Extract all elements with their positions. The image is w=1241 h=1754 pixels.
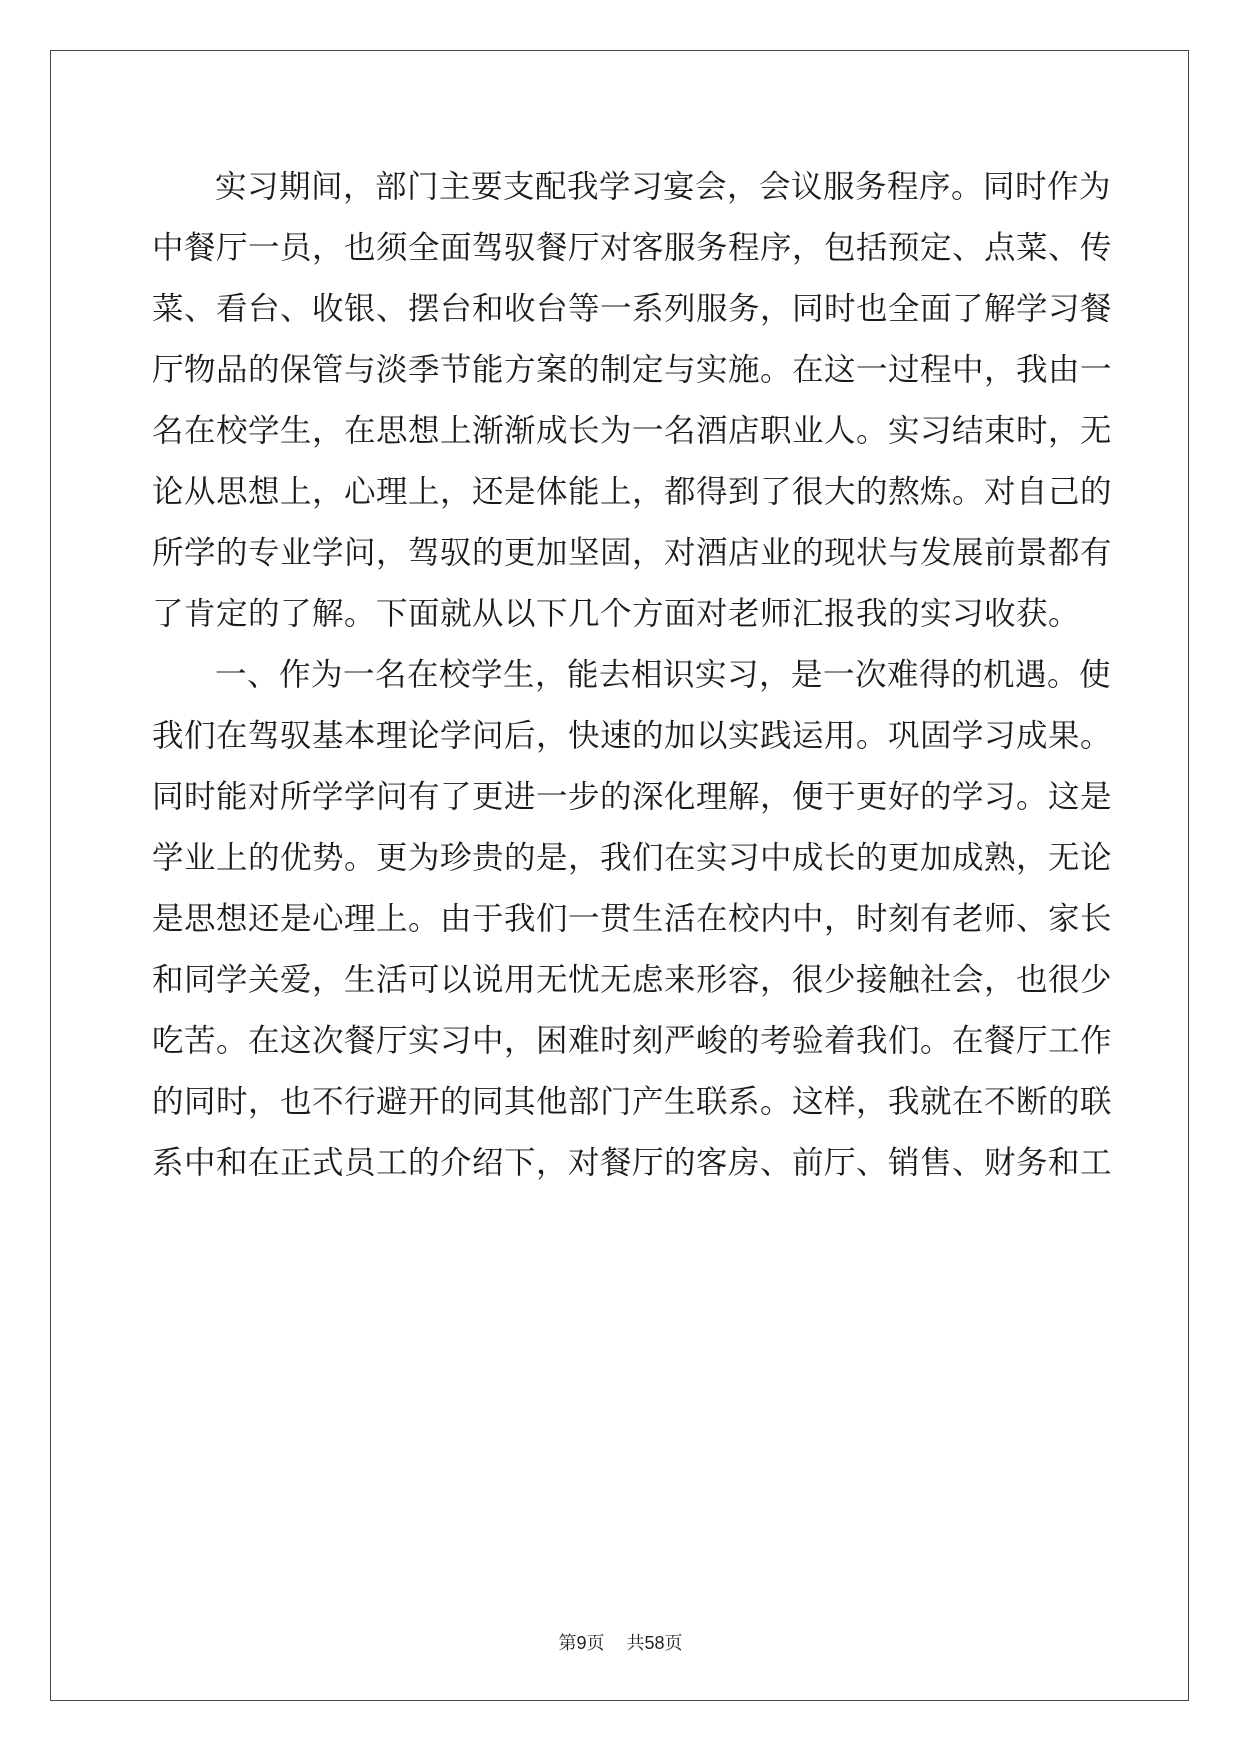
paragraph-1 [152,157,1113,645]
page-number: 9 [576,1633,587,1653]
text-line: 是思想还是心理上。由于我们一贯生活在校内中，时刻有老师、家长 [152,901,1113,937]
text-line: 实习期间，部门主要支配我学习宴会，会议服务程序。同时作为 [215,169,1112,205]
text-line: 同时能对所学学问有了更进一步的深化理解，便于更好的学习。这是 [152,779,1113,815]
text-line: 一、作为一名在校学生，能去相识实习，是一次难得的机遇。使 [215,657,1112,693]
page-suffix: 页 [586,1633,605,1654]
paragraph-2 [152,645,1113,1194]
text-line: 所学的专业学问，驾驭的更加坚固，对酒店业的现状与发展前景都有 [152,535,1113,571]
text-line: 名在校学生，在思想上渐渐成长为一名酒店职业人。实习结束时，无 [152,413,1113,449]
text-line: 吃苦。在这次餐厅实习中，困难时刻严峻的考验着我们。在餐厅工作 [152,1023,1113,1059]
text-line: 系中和在正式员工的介绍下，对餐厅的客房、前厅、销售、财务和工 [152,1145,1113,1181]
text-line: 学业上的优势。更为珍贵的是，我们在实习中成长的更加成熟，无论 [152,840,1113,876]
page-prefix: 第 [558,1633,577,1654]
document-body [152,157,1113,1194]
text-line: 菜、看台、收银、摆台和收台等一系列服务，同时也全面了解学习餐 [152,291,1113,327]
text-line: 的同时，也不行避开的同其他部门产生联系。这样，我就在不断的联 [152,1084,1113,1120]
text-line: 和同学关爱，生活可以说用无忧无虑来形容，很少接触社会，也很少 [152,962,1113,998]
total-pages: 58 [644,1633,665,1653]
page-footer [0,1631,1241,1656]
text-line: 厅物品的保管与淡季节能方案的制定与实施。在这一过程中，我由一 [152,352,1113,388]
total-suffix: 页 [664,1633,683,1654]
text-line: 我们在驾驭基本理论学问后，快速的加以实践运用。巩固学习成果。 [152,718,1113,754]
total-prefix: 共 [626,1633,645,1654]
text-line: 中餐厅一员，也须全面驾驭餐厅对客服务程序，包括预定、点菜、传 [152,230,1113,266]
text-line: 论从思想上，心理上，还是体能上，都得到了很大的熬炼。对自己的 [152,474,1113,510]
text-line: 了肯定的了解。下面就从以下几个方面对老师汇报我的实习收获。 [152,596,1081,632]
